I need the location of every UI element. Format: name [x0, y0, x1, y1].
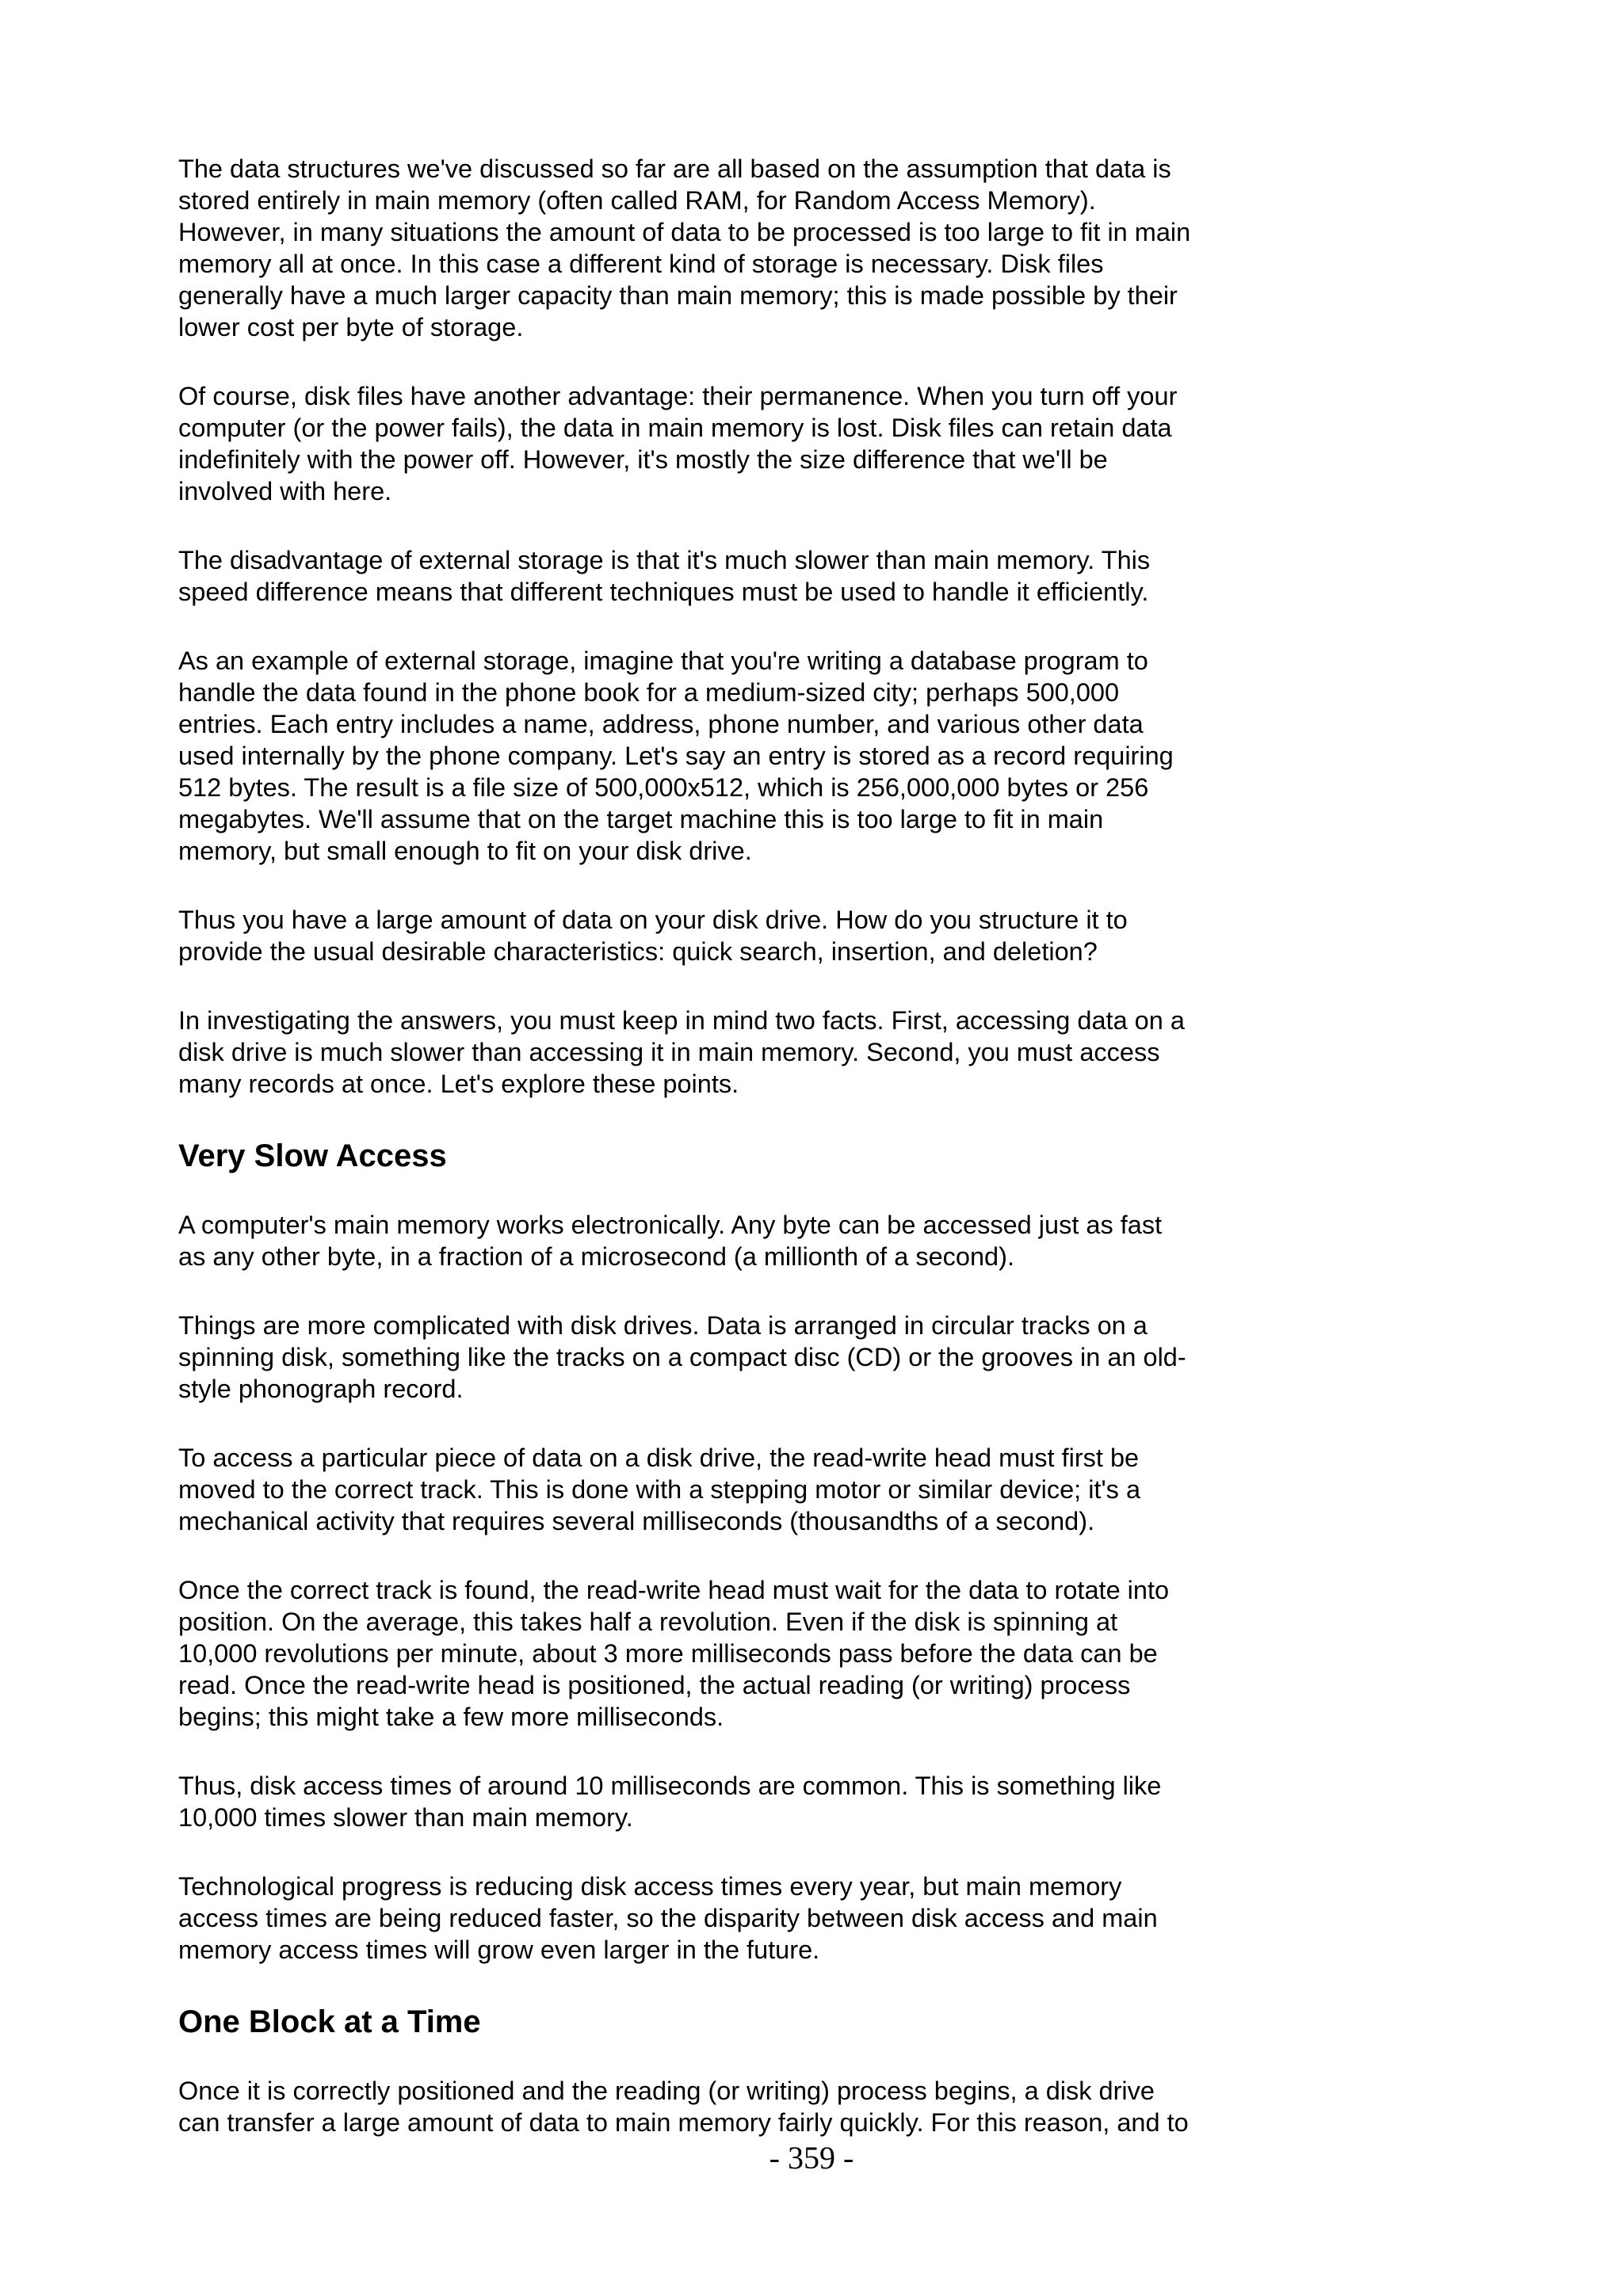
text-line: generally have a much larger capacity than main memory; this is made possible by their: [178, 281, 1178, 310]
paragraph: [178, 1442, 1288, 1537]
text-line: entries. Each entry includes a name, address, phone number, and various other data: [178, 710, 1144, 738]
text-line: as any other byte, in a fraction of a microsecond (a millionth of a second).: [178, 1242, 1014, 1271]
text-line: computer (or the power fails), the data in main memory is lost. Disk files can retain data: [178, 414, 1172, 442]
text-line: lower cost per byte of storage.: [178, 313, 524, 341]
section-paragraphs: [178, 1209, 1288, 1966]
text-line: The disadvantage of external storage is that it's much slower than main memory. This: [178, 546, 1151, 574]
text-line: speed difference means that different techniques must be used to handle it efficiently.: [178, 578, 1149, 606]
text-line: memory all at once. In this case a different kind of storage is necessary. Disk files: [178, 250, 1104, 278]
text-line: involved with here.: [178, 477, 392, 505]
text-line: However, in many situations the amount of data to be processed is too large to fit in main: [178, 218, 1191, 246]
text-line: can transfer a large amount of data to main memory fairly quickly. For this reason, and to: [178, 2108, 1189, 2137]
paragraph: [178, 1770, 1288, 1833]
text-line: access times are being reduced faster, so the disparity between disk access and main: [178, 1904, 1158, 1932]
text-line: 10,000 revolutions per minute, about 3 more milliseconds pass before the data can be: [178, 1639, 1158, 1668]
text-line: Thus, disk access times of around 10 milliseconds are common. This is something like: [178, 1772, 1162, 1800]
text-line: memory, but small enough to fit on your disk drive.: [178, 837, 752, 865]
text-line: stored entirely in main memory (often called RAM, for Random Access Memory).: [178, 186, 1096, 215]
paragraph: [178, 645, 1288, 867]
text-line: 10,000 times slower than main memory.: [178, 1803, 633, 1832]
intro-section: [178, 153, 1288, 1100]
text-line: Things are more complicated with disk drives. Data is arranged in circular tracks on a: [178, 1311, 1148, 1340]
text-line: mechanical activity that requires several milliseconds (thousandths of a second).: [178, 1507, 1095, 1535]
text-line: memory access times will grow even larger in the future.: [178, 1936, 820, 1964]
text-line: used internally by the phone company. Let's say an entry is stored as a record requiring: [178, 742, 1174, 770]
paragraph: [178, 1005, 1288, 1100]
text-line: many records at once. Let's explore these points.: [178, 1070, 739, 1098]
text-line: begins; this might take a few more milliseconds.: [178, 1703, 724, 1731]
section-paragraphs: [178, 2075, 1288, 2138]
text-line: As an example of external storage, imagine that you're writing a database program to: [178, 646, 1148, 675]
text-line: indefinitely with the power off. However, it's mostly the size difference that we'll be: [178, 445, 1108, 474]
text-line: handle the data found in the phone book for a medium-sized city; perhaps 500,000: [178, 678, 1120, 707]
paragraph: [178, 2075, 1288, 2138]
text-line: Thus you have a large amount of data on your disk drive. How do you structure it to: [178, 906, 1128, 934]
text-line: Of course, disk files have another advantage: their permanence. When you turn off your: [178, 382, 1178, 410]
text-line: Technological progress is reducing disk access times every year, but main memory: [178, 1872, 1122, 1901]
paragraph: [178, 1574, 1288, 1733]
section-heading: One Block at a Time: [178, 2004, 481, 2039]
text-line: provide the usual desirable characteristics: quick search, insertion, and deletion?: [178, 937, 1098, 966]
paragraph: [178, 1209, 1288, 1272]
paragraph: [178, 1871, 1288, 1966]
section-very-slow-access: [178, 1137, 1288, 1966]
page-body: [178, 153, 1288, 2176]
paragraph: [178, 1310, 1288, 1405]
paragraph: [178, 153, 1288, 343]
section-one-block-at-a-time: [178, 2003, 1288, 2138]
text-line: spinning disk, something like the tracks on a compact disc (CD) or the grooves in an old-: [178, 1343, 1186, 1371]
text-line: read. Once the read-write head is positioned, the actual reading (or writing) process: [178, 1671, 1131, 1699]
text-line: A computer's main memory works electronically. Any byte can be accessed just as fast: [178, 1211, 1163, 1239]
paragraph: [178, 544, 1288, 608]
text-line: style phonograph record.: [178, 1375, 464, 1403]
text-line: Once it is correctly positioned and the reading (or writing) process begins, a disk drive: [178, 2077, 1155, 2105]
text-line: moved to the correct track. This is done with a stepping motor or similar device; it's a: [178, 1475, 1141, 1504]
text-line: Once the correct track is found, the read-write head must wait for the data to rotate into: [178, 1576, 1170, 1604]
text-line: megabytes. We'll assume that on the target machine this is too large to fit in main: [178, 805, 1104, 833]
page-number: - 359 -: [769, 2140, 854, 2176]
paragraph: [178, 904, 1288, 967]
section-heading: Very Slow Access: [178, 1138, 447, 1173]
text-line: The data structures we've discussed so far are all based on the assumption that data is: [178, 154, 1171, 183]
text-line: disk drive is much slower than accessing it in main memory. Second, you must access: [178, 1038, 1160, 1066]
paragraph: [178, 380, 1288, 507]
text-line: In investigating the answers, you must keep in mind two facts. First, accessing data on a: [178, 1006, 1185, 1035]
text-line: 512 bytes. The result is a file size of 500,000x512, which is 256,000,000 bytes or 256: [178, 773, 1149, 802]
text-line: position. On the average, this takes half a revolution. Even if the disk is spinning at: [178, 1608, 1118, 1636]
text-line: To access a particular piece of data on a disk drive, the read-write head must first be: [178, 1444, 1140, 1472]
